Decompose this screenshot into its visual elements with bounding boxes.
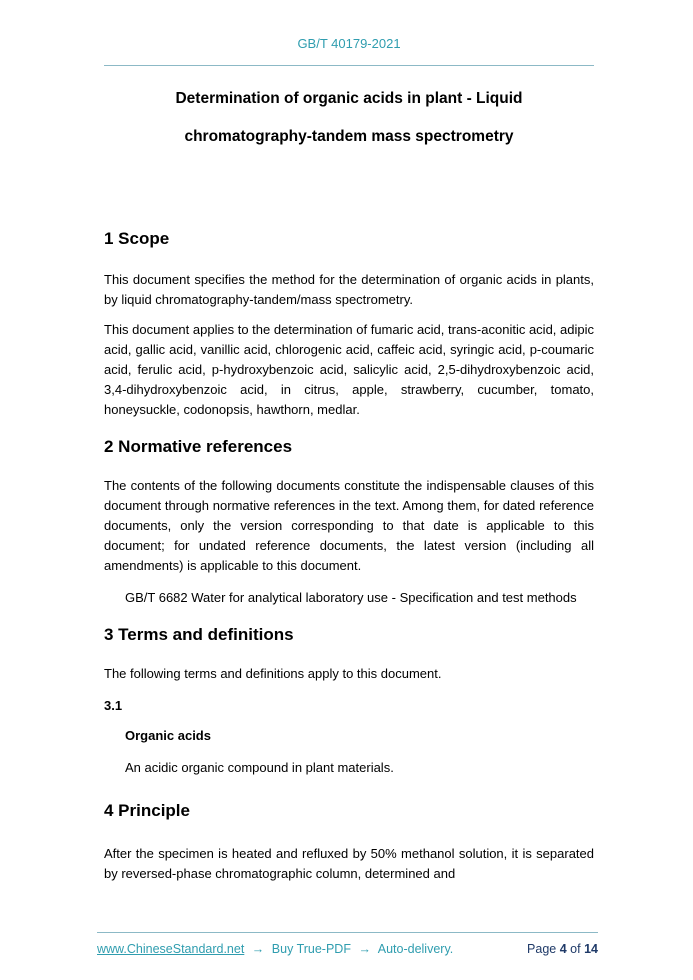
arrow-right-icon: → [251,942,265,956]
page-label: Page [527,942,557,956]
document-title-line2: chromatography-tandem mass spectrometry [184,128,514,145]
total-page-number: 14 [584,942,598,956]
footer-rule [97,932,598,933]
footer-delivery-text: Auto-delivery. [377,942,454,956]
page-indicator [527,942,598,956]
of-label: of [570,942,581,956]
terms-intro-paragraph: The following terms and definitions apply to this document. [104,666,442,681]
footer-website-link[interactable]: www.ChineseStandard.net [97,942,245,956]
term-number: 3.1 [104,698,123,713]
current-page-number: 4 [559,942,567,956]
section-heading-scope: 1 Scope [104,229,170,248]
scope-paragraph-1: This document specifies the method for the determination of organic acids in plants, by liquid chromatography-tandem/mass spectrometry. [104,272,594,307]
term-name: Organic acids [125,728,211,743]
footer-row [97,942,598,956]
normative-paragraph: The contents of the following documents constitute the indispensable clauses of this document through normative references in the text. Among them, for dated reference documents, only the version corresponding to that date is applicable to this document; for undated reference documents, the latest version (including all amendments) is applicable to this document. [104,478,594,573]
section-heading-normative-references: 2 Normative references [104,437,293,456]
scope-paragraph-2: This document applies to the determination of fumaric acid, trans-aconitic acid, adipic acid, gallic acid, vanillic acid, chlorogenic acid, caffeic acid, syringic acid, p-coumaric acid, ferulic acid, p-hydroxybenzoic acid, salicylic acid, 2,5-dihydroxybenzoic acid, 3,4-dihydroxybenzoic acid, in citrus, apple, strawberry, cucumber, tomato, honeysuckle, codonopsis, hawthorn, medlar. [104,322,594,417]
footer-branding [97,942,453,956]
principle-paragraph: After the specimen is heated and refluxed by 50% methanol solution, it is separated by reversed-phase chromatographic column, determined and [104,846,594,881]
section-heading-terms-definitions: 3 Terms and definitions [104,625,294,644]
header-rule [104,65,594,66]
document-title [104,80,594,156]
term-definition: An acidic organic compound in plant materials. [125,760,394,775]
standard-number: GB/T 40179-2021 [297,36,401,51]
section-heading-principle: 4 Principle [104,801,190,820]
footer-buy-text: Buy True-PDF [271,942,351,956]
document-title-line1: Determination of organic acids in plant - Liquid [175,90,523,107]
page-footer [97,932,598,956]
arrow-right-icon: → [358,942,371,956]
normative-reference-entry: GB/T 6682 Water for analytical laboratory use - Specification and test methods [125,590,577,605]
